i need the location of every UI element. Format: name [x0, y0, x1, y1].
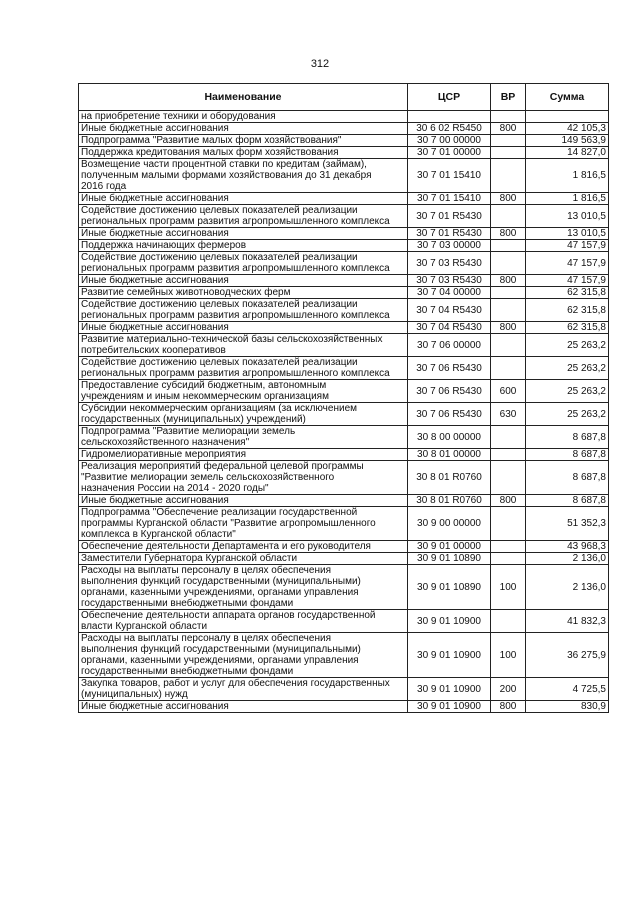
cell-name: Субсидии некоммерческим организациям (за исключением государственных (муниципальных) учреждений) — [79, 403, 408, 426]
cell-name: Содействие достижению целевых показателей реализации региональных программ развития агропромышленного комплекса — [79, 252, 408, 275]
table-row — [79, 678, 609, 701]
table-row — [79, 111, 609, 123]
cell-csr: 30 7 03 00000 — [408, 240, 491, 252]
budget-table — [78, 83, 609, 713]
cell-csr: 30 9 01 10900 — [408, 678, 491, 701]
cell-csr: 30 9 01 10890 — [408, 553, 491, 565]
cell-sum: 2 136,0 — [526, 565, 609, 610]
table-row — [79, 135, 609, 147]
cell-name: Иные бюджетные ассигнования — [79, 495, 408, 507]
cell-csr: 30 8 01 R0760 — [408, 495, 491, 507]
cell-csr: 30 9 01 10900 — [408, 610, 491, 633]
cell-name: Содействие достижению целевых показателей реализации региональных программ развития агропромышленного комплекса — [79, 205, 408, 228]
cell-vr — [491, 252, 526, 275]
header-sum: Сумма — [526, 84, 609, 111]
table-row — [79, 449, 609, 461]
cell-sum: 13 010,5 — [526, 205, 609, 228]
cell-sum: 43 968,3 — [526, 541, 609, 553]
cell-sum: 51 352,3 — [526, 507, 609, 541]
cell-name: Иные бюджетные ассигнования — [79, 701, 408, 713]
cell-vr — [491, 240, 526, 252]
cell-csr: 30 7 04 R5430 — [408, 299, 491, 322]
cell-csr: 30 7 01 00000 — [408, 147, 491, 159]
cell-vr: 800 — [491, 275, 526, 287]
cell-vr — [491, 507, 526, 541]
table-row — [79, 610, 609, 633]
cell-name: Иные бюджетные ассигнования — [79, 123, 408, 135]
cell-sum: 42 105,3 — [526, 123, 609, 135]
cell-csr: 30 9 01 10900 — [408, 701, 491, 713]
cell-vr: 200 — [491, 678, 526, 701]
cell-name: Расходы на выплаты персоналу в целях обеспечения выполнения функций государственными (муниципальными) органами, казенными учреждениями, органами управления государственными внебюджетными фондами — [79, 565, 408, 610]
cell-vr — [491, 135, 526, 147]
cell-name: Содействие достижению целевых показателей реализации региональных программ развития агропромышленного комплекса — [79, 357, 408, 380]
table-row — [79, 633, 609, 678]
cell-csr: 30 7 01 R5430 — [408, 205, 491, 228]
table-row — [79, 403, 609, 426]
cell-name: Развитие материально-технической базы сельскохозяйственных потребительских кооперативов — [79, 334, 408, 357]
cell-vr — [491, 426, 526, 449]
table-row — [79, 701, 609, 713]
cell-vr — [491, 610, 526, 633]
cell-csr: 30 7 04 R5430 — [408, 322, 491, 334]
cell-name: Подпрограмма "Развитие мелиорации земель сельскохозяйственного назначения" — [79, 426, 408, 449]
page-number: 312 — [310, 58, 330, 70]
cell-sum: 47 157,9 — [526, 275, 609, 287]
cell-vr — [491, 461, 526, 495]
table-row — [79, 123, 609, 135]
cell-csr: 30 7 04 00000 — [408, 287, 491, 299]
cell-vr: 800 — [491, 193, 526, 205]
cell-sum: 25 263,2 — [526, 380, 609, 403]
cell-sum: 47 157,9 — [526, 252, 609, 275]
table-header-row — [79, 84, 609, 111]
cell-vr — [491, 334, 526, 357]
cell-sum: 8 687,8 — [526, 461, 609, 495]
cell-csr: 30 9 01 10900 — [408, 633, 491, 678]
cell-csr: 30 9 01 00000 — [408, 541, 491, 553]
cell-sum: 149 563,9 — [526, 135, 609, 147]
table-row — [79, 495, 609, 507]
cell-vr — [491, 541, 526, 553]
header-vr: ВР — [491, 84, 526, 111]
table-row — [79, 380, 609, 403]
cell-name: Иные бюджетные ассигнования — [79, 275, 408, 287]
cell-vr — [491, 553, 526, 565]
table-row — [79, 159, 609, 193]
cell-csr: 30 7 03 R5430 — [408, 252, 491, 275]
table-row — [79, 252, 609, 275]
cell-sum: 1 816,5 — [526, 159, 609, 193]
cell-vr — [491, 159, 526, 193]
cell-csr: 30 8 00 00000 — [408, 426, 491, 449]
cell-sum: 62 315,8 — [526, 299, 609, 322]
cell-sum: 25 263,2 — [526, 403, 609, 426]
header-csr: ЦСР — [408, 84, 491, 111]
cell-vr — [491, 205, 526, 228]
cell-sum: 25 263,2 — [526, 334, 609, 357]
cell-sum: 8 687,8 — [526, 449, 609, 461]
table-row — [79, 193, 609, 205]
cell-sum: 830,9 — [526, 701, 609, 713]
cell-vr: 100 — [491, 633, 526, 678]
table-row — [79, 322, 609, 334]
table-row — [79, 507, 609, 541]
cell-name: Закупка товаров, работ и услуг для обеспечения государственных (муниципальных) нужд — [79, 678, 408, 701]
table-row — [79, 287, 609, 299]
cell-csr: 30 6 02 R5450 — [408, 123, 491, 135]
cell-csr: 30 9 01 10890 — [408, 565, 491, 610]
cell-sum: 36 275,9 — [526, 633, 609, 678]
cell-name: Поддержка кредитования малых форм хозяйствования — [79, 147, 408, 159]
cell-vr: 800 — [491, 495, 526, 507]
table-row — [79, 553, 609, 565]
cell-csr — [408, 111, 491, 123]
table-row — [79, 426, 609, 449]
cell-csr: 30 7 06 R5430 — [408, 380, 491, 403]
cell-vr — [491, 357, 526, 380]
cell-sum: 62 315,8 — [526, 322, 609, 334]
table-row — [79, 299, 609, 322]
cell-name: Иные бюджетные ассигнования — [79, 193, 408, 205]
cell-name: Развитие семейных животноводческих ферм — [79, 287, 408, 299]
cell-csr: 30 7 06 R5430 — [408, 357, 491, 380]
cell-csr: 30 7 06 R5430 — [408, 403, 491, 426]
table-row — [79, 565, 609, 610]
cell-name: Подпрограмма "Обеспечение реализации государственной программы Курганской области "Развитие агропромышленного комплекса в Курганской области" — [79, 507, 408, 541]
cell-csr: 30 8 01 00000 — [408, 449, 491, 461]
cell-csr: 30 7 06 00000 — [408, 334, 491, 357]
cell-name: Реализация мероприятий федеральной целевой программы "Развитие мелиорации земель сельскохозяйственного назначения России на 2014 - 2020 годы" — [79, 461, 408, 495]
table-row — [79, 228, 609, 240]
cell-sum: 8 687,8 — [526, 495, 609, 507]
cell-sum: 47 157,9 — [526, 240, 609, 252]
cell-csr: 30 8 01 R0760 — [408, 461, 491, 495]
cell-sum: 1 816,5 — [526, 193, 609, 205]
cell-sum: 13 010,5 — [526, 228, 609, 240]
cell-sum: 2 136,0 — [526, 553, 609, 565]
cell-sum — [526, 111, 609, 123]
cell-csr: 30 7 01 15410 — [408, 159, 491, 193]
cell-csr: 30 7 01 15410 — [408, 193, 491, 205]
cell-vr: 800 — [491, 228, 526, 240]
table-row — [79, 275, 609, 287]
cell-vr — [491, 287, 526, 299]
cell-name: Расходы на выплаты персоналу в целях обеспечения выполнения функций государственными (муниципальными) органами, казенными учреждениями, органами управления государственными внебюджетными фондами — [79, 633, 408, 678]
cell-sum: 25 263,2 — [526, 357, 609, 380]
cell-sum: 14 827,0 — [526, 147, 609, 159]
cell-sum: 4 725,5 — [526, 678, 609, 701]
cell-vr: 100 — [491, 565, 526, 610]
cell-vr: 800 — [491, 322, 526, 334]
header-name: Наименование — [79, 84, 408, 111]
cell-csr: 30 7 03 R5430 — [408, 275, 491, 287]
cell-sum: 41 832,3 — [526, 610, 609, 633]
cell-vr — [491, 111, 526, 123]
cell-vr: 800 — [491, 123, 526, 135]
cell-name: Содействие достижению целевых показателей реализации региональных программ развития агропромышленного комплекса — [79, 299, 408, 322]
cell-name: Предоставление субсидий бюджетным, автономным учреждениям и иным некоммерческим организациям — [79, 380, 408, 403]
cell-name: Заместители Губернатора Курганской области — [79, 553, 408, 565]
cell-name: Иные бюджетные ассигнования — [79, 322, 408, 334]
cell-name: Обеспечение деятельности Департамента и его руководителя — [79, 541, 408, 553]
cell-vr — [491, 449, 526, 461]
cell-name: Поддержка начинающих фермеров — [79, 240, 408, 252]
cell-vr — [491, 147, 526, 159]
table-row — [79, 147, 609, 159]
cell-name: Иные бюджетные ассигнования — [79, 228, 408, 240]
cell-name: Подпрограмма "Развитие малых форм хозяйствования" — [79, 135, 408, 147]
cell-sum: 8 687,8 — [526, 426, 609, 449]
table-row — [79, 461, 609, 495]
table-row — [79, 541, 609, 553]
cell-name: Обеспечение деятельности аппарата органов государственной власти Курганской области — [79, 610, 408, 633]
table-row — [79, 357, 609, 380]
cell-name: на приобретение техники и оборудования — [79, 111, 408, 123]
cell-vr: 800 — [491, 701, 526, 713]
cell-sum: 62 315,8 — [526, 287, 609, 299]
cell-csr: 30 9 00 00000 — [408, 507, 491, 541]
cell-name: Гидромелиоративные мероприятия — [79, 449, 408, 461]
table-row — [79, 205, 609, 228]
table-row — [79, 240, 609, 252]
cell-vr: 600 — [491, 380, 526, 403]
cell-vr — [491, 299, 526, 322]
cell-csr: 30 7 00 00000 — [408, 135, 491, 147]
table-row — [79, 334, 609, 357]
cell-vr: 630 — [491, 403, 526, 426]
cell-name: Возмещение части процентной ставки по кредитам (займам), полученным малыми формами хозяйствования до 31 декабря 2016 года — [79, 159, 408, 193]
cell-csr: 30 7 01 R5430 — [408, 228, 491, 240]
